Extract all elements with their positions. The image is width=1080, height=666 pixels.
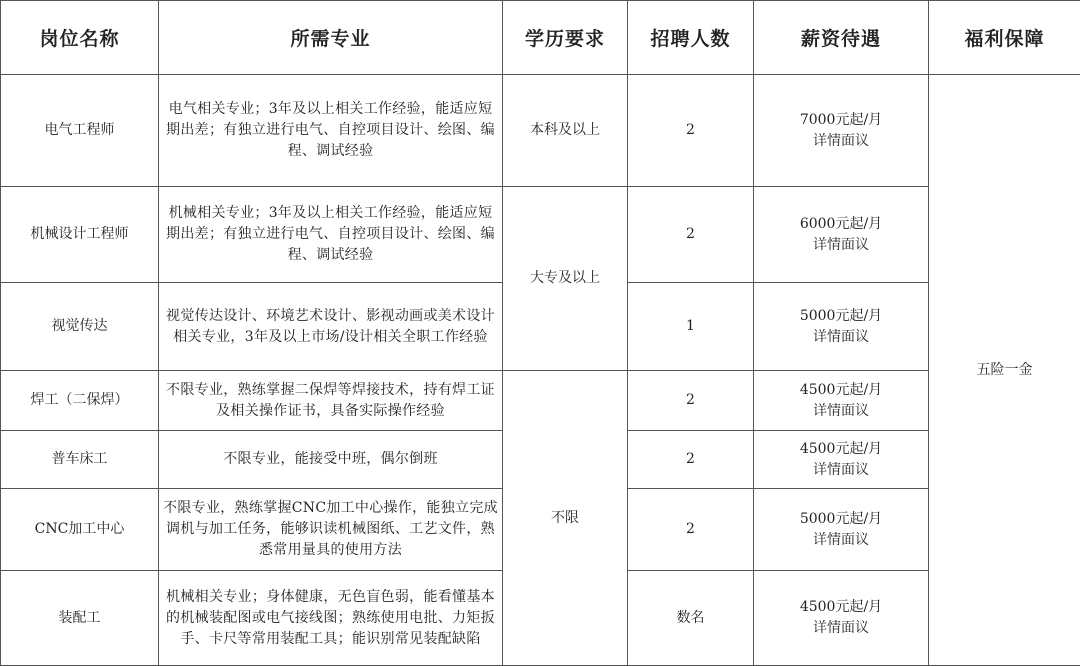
header-count: 招聘人数 xyxy=(628,1,754,75)
major-cell: 不限专业，熟练掌握CNC加工中心操作，能独立完成调机与加工任务，能够识读机械图纸、工艺文件，熟悉常用量具的使用方法 xyxy=(159,489,503,571)
position-cell: 电气工程师 xyxy=(1,75,159,187)
salary-cell xyxy=(754,431,929,489)
salary-note: 详情面议 xyxy=(758,235,924,256)
salary-cell xyxy=(754,283,929,371)
education-cell: 大专及以上 xyxy=(503,187,628,371)
major-cell: 机械相关专业；身体健康，无色盲色弱，能看懂基本的机械装配图或电气接线图；熟练使用电批、力矩扳手、卡尺等常用装配工具；能识别常见装配缺陷 xyxy=(159,571,503,666)
count-cell: 2 xyxy=(628,371,754,431)
table-row xyxy=(1,187,1080,283)
salary-cell xyxy=(754,75,929,187)
position-cell: CNC加工中心 xyxy=(1,489,159,571)
count-cell: 2 xyxy=(628,187,754,283)
header-major: 所需专业 xyxy=(159,1,503,75)
salary-cell xyxy=(754,489,929,571)
salary-amount: 6000元起/月 xyxy=(758,214,924,235)
salary-amount: 4500元起/月 xyxy=(758,439,924,460)
salary-note: 详情面议 xyxy=(758,530,924,551)
salary-amount: 4500元起/月 xyxy=(758,597,924,618)
salary-note: 详情面议 xyxy=(758,131,924,152)
position-cell: 机械设计工程师 xyxy=(1,187,159,283)
position-cell: 焊工（二保焊） xyxy=(1,371,159,431)
count-cell: 2 xyxy=(628,431,754,489)
salary-cell xyxy=(754,187,929,283)
position-cell: 装配工 xyxy=(1,571,159,666)
major-cell: 电气相关专业；3年及以上相关工作经验，能适应短期出差；有独立进行电气、自控项目设计、绘图、编程、调试经验 xyxy=(159,75,503,187)
header-education: 学历要求 xyxy=(503,1,628,75)
salary-cell xyxy=(754,371,929,431)
salary-note: 详情面议 xyxy=(758,401,924,422)
count-cell: 数名 xyxy=(628,571,754,666)
salary-note: 详情面议 xyxy=(758,460,924,481)
major-cell: 视觉传达设计、环境艺术设计、影视动画或美术设计相关专业，3年及以上市场/设计相关全职工作经验 xyxy=(159,283,503,371)
count-cell: 2 xyxy=(628,75,754,187)
salary-cell xyxy=(754,571,929,666)
header-salary: 薪资待遇 xyxy=(754,1,929,75)
major-cell: 不限专业，熟练掌握二保焊等焊接技术，持有焊工证及相关操作证书，具备实际操作经验 xyxy=(159,371,503,431)
salary-amount: 5000元起/月 xyxy=(758,306,924,327)
major-cell: 机械相关专业；3年及以上相关工作经验，能适应短期出差；有独立进行电气、自控项目设计、绘图、编程、调试经验 xyxy=(159,187,503,283)
major-cell: 不限专业，能接受中班，偶尔倒班 xyxy=(159,431,503,489)
education-cell: 不限 xyxy=(503,371,628,666)
salary-amount: 5000元起/月 xyxy=(758,509,924,530)
salary-amount: 4500元起/月 xyxy=(758,380,924,401)
header-row xyxy=(1,1,1080,75)
header-position: 岗位名称 xyxy=(1,1,159,75)
position-cell: 普车床工 xyxy=(1,431,159,489)
table-row xyxy=(1,371,1080,431)
salary-note: 详情面议 xyxy=(758,327,924,348)
salary-amount: 7000元起/月 xyxy=(758,110,924,131)
table-row xyxy=(1,75,1080,187)
salary-note: 详情面议 xyxy=(758,618,924,639)
header-benefits: 福利保障 xyxy=(929,1,1080,75)
count-cell: 1 xyxy=(628,283,754,371)
position-cell: 视觉传达 xyxy=(1,283,159,371)
count-cell: 2 xyxy=(628,489,754,571)
education-cell: 本科及以上 xyxy=(503,75,628,187)
benefits-cell: 五险一金 xyxy=(929,75,1080,666)
